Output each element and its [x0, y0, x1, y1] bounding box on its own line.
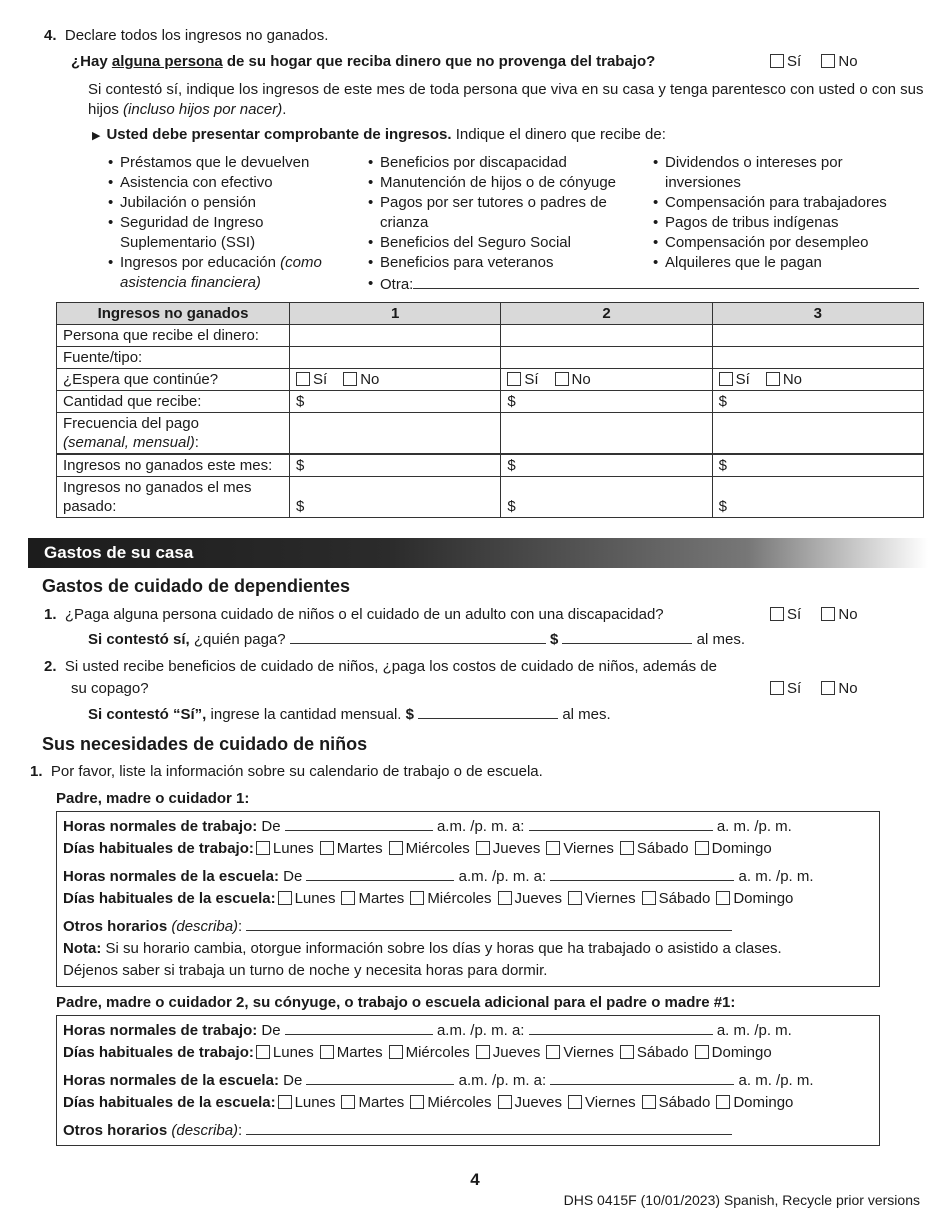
- parent1-school-hours: [63, 866, 873, 888]
- day-checkbox[interactable]: [389, 1045, 403, 1059]
- parent1-note: [63, 938, 873, 960]
- parent1-school-days: [63, 888, 873, 910]
- income-list-col3: [651, 153, 921, 273]
- caret-right-icon: ▶: [92, 130, 101, 142]
- dq1-yes-checkbox[interactable]: [770, 607, 784, 621]
- list-item: • Beneficios para veteranos: [366, 253, 646, 273]
- row-label-last-month: Ingresos no ganados el mes pasado:: [57, 477, 290, 518]
- day-label: Sábado: [658, 890, 711, 907]
- table-header: Ingresos no ganados: [57, 303, 290, 325]
- last-month-cell-2[interactable]: [501, 477, 712, 518]
- row-label-person: Persona que recibe el dinero:: [57, 325, 290, 347]
- other-input[interactable]: [413, 274, 919, 289]
- day-label: Jueves: [514, 890, 563, 907]
- q4-heading: [44, 26, 328, 46]
- continue-cell-1: [290, 369, 501, 391]
- school-days-label: Días habituales de la escuela:: [63, 890, 276, 907]
- other-label: Otra:: [380, 276, 414, 293]
- day-label: Martes: [336, 1044, 383, 1061]
- income-list-col2: [366, 153, 646, 273]
- day-label: Jueves: [492, 1044, 541, 1061]
- table-header: 3: [712, 303, 923, 325]
- frequency-cell-3[interactable]: [712, 413, 923, 455]
- day-label: Lunes: [272, 840, 314, 857]
- dq2-yes-no: [770, 679, 874, 699]
- day-checkbox[interactable]: [695, 841, 709, 855]
- list-item: [106, 253, 346, 293]
- work-start-input[interactable]: [285, 816, 433, 831]
- continue-no-checkbox[interactable]: [343, 372, 357, 386]
- day-label: Domingo: [733, 890, 794, 907]
- yes-label: Sí: [787, 680, 802, 697]
- who-pays-input[interactable]: [290, 629, 546, 644]
- day-checkbox[interactable]: [320, 1045, 334, 1059]
- list-item: • Compensación para trabajadores: [651, 193, 921, 213]
- currency-sign: $: [507, 498, 516, 515]
- other-hours-colon: :: [238, 918, 243, 935]
- list-item: • Alquileres que le pagan: [651, 253, 921, 273]
- day-checkbox[interactable]: [568, 891, 582, 905]
- day-label: Miércoles: [427, 1094, 492, 1111]
- dq1: [44, 605, 664, 625]
- note-line1: Si su horario cambia, otorgue información sobre los días y horas que ha trabajado o asistido a clases.: [101, 940, 782, 957]
- source-cell-3[interactable]: [712, 347, 923, 369]
- parent2-other: [63, 1120, 873, 1142]
- dq2-number: 2.: [44, 658, 57, 675]
- per-month-label: al mes.: [562, 706, 611, 723]
- dq2-no-checkbox[interactable]: [821, 681, 835, 695]
- table-row: [57, 369, 924, 391]
- this-month-cell-1[interactable]: $: [290, 454, 501, 477]
- cq1-number: 1.: [30, 763, 43, 780]
- section-banner-title: Gastos de su casa: [44, 543, 194, 562]
- freq-italic: (semanal, mensual): [63, 434, 195, 451]
- table-row: [57, 454, 924, 477]
- cq1: [30, 762, 543, 782]
- table-row: [57, 477, 924, 518]
- dq1-no-checkbox[interactable]: [821, 607, 835, 621]
- school-start-input[interactable]: [306, 1070, 454, 1085]
- parent2-work-hours: [63, 1020, 873, 1042]
- currency-sign: $: [549, 631, 559, 648]
- frequency-cell-1[interactable]: [290, 413, 501, 455]
- list-item: • Beneficios por discapacidad: [366, 153, 646, 173]
- work-days-label: Días habituales de trabajo:: [63, 840, 254, 857]
- day-checkbox[interactable]: [620, 1045, 634, 1059]
- q4-yes-checkbox[interactable]: [770, 54, 784, 68]
- school-start-input[interactable]: [306, 866, 454, 881]
- day-label: Domingo: [711, 1044, 772, 1061]
- list-item: • Manutención de hijos o de cónyuge: [366, 173, 646, 193]
- dq1-text: ¿Paga alguna persona cuidado de niños o el cuidado de un adulto con una discapacidad?: [64, 606, 664, 623]
- ampm-to-label: a.m. /p. m. a:: [458, 868, 547, 885]
- q4-number: 4.: [44, 27, 57, 44]
- q4-instruction: [88, 80, 938, 120]
- table-header: 1: [290, 303, 501, 325]
- day-label: Domingo: [711, 840, 772, 857]
- last-month-cell-3[interactable]: [712, 477, 923, 518]
- day-label: Viernes: [563, 840, 614, 857]
- day-checkbox[interactable]: [716, 1095, 730, 1109]
- frequency-cell-2[interactable]: [501, 413, 712, 455]
- day-checkbox[interactable]: [620, 841, 634, 855]
- q4-no-checkbox[interactable]: [821, 54, 835, 68]
- parent1-other: [63, 916, 873, 938]
- last-month-cell-1[interactable]: [290, 477, 501, 518]
- row-label-this-month: Ingresos no ganados este mes:: [57, 454, 290, 477]
- day-checkbox[interactable]: [642, 891, 656, 905]
- cq1-text: Por favor, liste la información sobre su calendario de trabajo o de escuela.: [50, 763, 543, 780]
- table-row: [57, 347, 924, 369]
- dq2-yes-checkbox[interactable]: [770, 681, 784, 695]
- dq1-yes-no: [770, 605, 874, 625]
- day-checkbox[interactable]: [716, 891, 730, 905]
- no-label: No: [782, 371, 803, 388]
- dq2-amount-input[interactable]: [418, 704, 558, 719]
- note-bold: Nota:: [63, 940, 102, 957]
- q4-question-pre: ¿Hay: [71, 53, 112, 70]
- ampm-to-label: a.m. /p. m. a:: [436, 818, 525, 835]
- day-label: Jueves: [514, 1094, 563, 1111]
- other-hours-italic: (describa): [171, 1122, 239, 1139]
- other-hours-input[interactable]: [246, 1120, 732, 1135]
- page-number: 4: [470, 1170, 480, 1189]
- work-hours-label: Horas normales de trabajo:: [63, 1022, 258, 1039]
- currency-sign: $: [405, 706, 414, 723]
- dq2: [44, 657, 717, 677]
- school-end-input[interactable]: [550, 1070, 734, 1085]
- day-checkbox[interactable]: [278, 1095, 292, 1109]
- other-hours-label: Otros horarios: [63, 1122, 168, 1139]
- dq1-amount-input[interactable]: [562, 629, 692, 644]
- section-banner: [28, 538, 928, 568]
- day-checkbox[interactable]: [256, 841, 270, 855]
- freq-main: Frecuencia del pago: [63, 415, 199, 432]
- day-label: Viernes: [585, 1094, 636, 1111]
- yes-label: Sí: [524, 371, 539, 388]
- table-row: [57, 413, 924, 455]
- ampm-to-label: a.m. /p. m. a:: [436, 1022, 525, 1039]
- dq2-text-line1: Si usted recibe beneficios de cuidado de niños, ¿paga los costos de cuidado de niños, además de: [64, 658, 717, 675]
- q4-proof-rest: Indique el dinero que recibe de:: [451, 126, 666, 143]
- q4-yes-no: [770, 52, 874, 72]
- list-item: • Compensación por desempleo: [651, 233, 921, 253]
- day-checkbox[interactable]: [410, 891, 424, 905]
- day-label: Martes: [358, 890, 405, 907]
- list-item: • Dividendos o intereses por inversiones: [651, 153, 885, 193]
- day-label: Sábado: [636, 1044, 689, 1061]
- list-item: • Asistencia con efectivo: [106, 173, 346, 193]
- day-checkbox[interactable]: [389, 841, 403, 855]
- table-row: [57, 391, 924, 413]
- person-cell-2[interactable]: [501, 325, 712, 347]
- q4-title: Declare todos los ingresos no ganados.: [64, 27, 329, 44]
- ampm-label: a. m. /p. m.: [716, 818, 792, 835]
- continue-yes-checkbox[interactable]: [719, 372, 733, 386]
- continue-cell-3: [712, 369, 923, 391]
- day-label: Domingo: [733, 1094, 794, 1111]
- list-item: • Seguridad de Ingreso Suplementario (SSI): [106, 213, 310, 253]
- day-checkbox[interactable]: [256, 1045, 270, 1059]
- other-hours-italic: (describa): [171, 918, 239, 935]
- day-checkbox[interactable]: [476, 841, 490, 855]
- person-cell-1[interactable]: [290, 325, 501, 347]
- yes-label: Sí: [313, 371, 328, 388]
- day-label: Miércoles: [427, 890, 492, 907]
- list-item-main: Ingresos por educación: [120, 254, 281, 271]
- day-label: Martes: [336, 840, 383, 857]
- work-hours-label: Horas normales de trabajo:: [63, 818, 258, 835]
- parent1-work-days: [63, 838, 873, 860]
- work-end-input[interactable]: [529, 1020, 713, 1035]
- dq1-followup: [88, 629, 745, 650]
- q4-yes-label: Sí: [787, 53, 802, 70]
- currency-sign: $: [718, 498, 727, 515]
- school-hours-label: Horas normales de la escuela:: [63, 868, 279, 885]
- day-label: Sábado: [658, 1094, 711, 1111]
- unearned-income-table: [56, 302, 924, 518]
- source-cell-2[interactable]: [501, 347, 712, 369]
- from-label: De: [261, 1022, 281, 1039]
- yes-label: Sí: [735, 371, 750, 388]
- day-label: Viernes: [585, 890, 636, 907]
- school-days-label: Días habituales de la escuela:: [63, 1094, 276, 1111]
- dq2-followup: [88, 704, 611, 725]
- day-label: Martes: [358, 1094, 405, 1111]
- parent2-title: Padre, madre o cuidador 2, su cónyuge, o trabajo o escuela adicional para el padre o madre #1:: [56, 994, 736, 1011]
- day-checkbox[interactable]: [498, 891, 512, 905]
- parent2-school-days: [63, 1092, 873, 1114]
- parent1-work-hours: [63, 816, 873, 838]
- person-cell-3[interactable]: [712, 325, 923, 347]
- list-item: • Jubilación o pensión: [106, 193, 346, 213]
- day-label: Sábado: [636, 840, 689, 857]
- freq-colon: :: [194, 434, 199, 451]
- other-hours-label: Otros horarios: [63, 918, 168, 935]
- no-label: No: [360, 371, 380, 388]
- ampm-label: a. m. /p. m.: [738, 868, 814, 885]
- source-cell-1[interactable]: [290, 347, 501, 369]
- ampm-label: a. m. /p. m.: [716, 1022, 792, 1039]
- day-label: Lunes: [294, 890, 336, 907]
- list-item: • Préstamos que le devuelven: [106, 153, 346, 173]
- work-end-input[interactable]: [529, 816, 713, 831]
- parent1-title: Padre, madre o cuidador 1:: [56, 790, 250, 807]
- continue-no-checkbox[interactable]: [766, 372, 780, 386]
- dq1-followup-rest: ¿quién paga?: [189, 631, 286, 648]
- continue-yes-checkbox[interactable]: [507, 372, 521, 386]
- dq2-followup-rest: ingrese la cantidad mensual.: [206, 706, 402, 723]
- childcare-title: Sus necesidades de cuidado de niños: [42, 734, 368, 754]
- from-label: De: [283, 868, 303, 885]
- this-month-cell-2[interactable]: $: [501, 454, 712, 477]
- form-id: DHS 0415F (10/01/2023) Spanish, Recycle prior versions: [563, 1192, 920, 1208]
- q4-question-underlined: alguna persona: [111, 53, 223, 70]
- income-other: [366, 274, 919, 295]
- q4-question: [71, 52, 655, 72]
- day-checkbox[interactable]: [695, 1045, 709, 1059]
- q4-instruction-end: .: [282, 101, 287, 118]
- day-label: Jueves: [492, 840, 541, 857]
- yes-label: Sí: [787, 606, 802, 623]
- q4-no-label: No: [838, 53, 858, 70]
- day-label: Miércoles: [405, 840, 470, 857]
- no-label: No: [571, 371, 591, 388]
- dq1-followup-bold: Si contestó sí,: [88, 631, 190, 648]
- day-checkbox[interactable]: [410, 1095, 424, 1109]
- day-checkbox[interactable]: [278, 891, 292, 905]
- day-checkbox[interactable]: [320, 841, 334, 855]
- parent1-note-line2: Déjenos saber si trabaja un turno de noche y necesita horas para dormir.: [63, 962, 548, 979]
- q4-instruction-italic: (incluso hijos por nacer): [123, 101, 283, 118]
- q4-instruction-main: Si contestó sí, indique los ingresos de este mes de toda persona que viva en su casa y tenga parentesco con usted o con sus hijos: [88, 81, 924, 118]
- this-month-cell-3[interactable]: $: [712, 454, 923, 477]
- amount-cell-1[interactable]: $: [290, 391, 501, 413]
- day-label: Lunes: [272, 1044, 314, 1061]
- from-label: De: [261, 818, 281, 835]
- parent2-work-days: [63, 1042, 873, 1064]
- continue-yes-checkbox[interactable]: [296, 372, 310, 386]
- list-item: • Pagos por ser tutores o padres de crianza: [366, 193, 640, 233]
- income-list-col1: [106, 153, 346, 293]
- work-days-label: Días habituales de trabajo:: [63, 1044, 254, 1061]
- work-start-input[interactable]: [285, 1020, 433, 1035]
- continue-no-checkbox[interactable]: [555, 372, 569, 386]
- dq2-followup-bold: Si contestó “Sí”,: [88, 706, 207, 723]
- continue-cell-2: [501, 369, 712, 391]
- day-checkbox[interactable]: [546, 841, 560, 855]
- day-checkbox[interactable]: [476, 1045, 490, 1059]
- school-end-input[interactable]: [550, 866, 734, 881]
- day-checkbox[interactable]: [642, 1095, 656, 1109]
- row-label-frequency: [57, 413, 290, 455]
- currency-sign: $: [296, 498, 305, 515]
- day-label: Miércoles: [405, 1044, 470, 1061]
- other-hours-colon: :: [238, 1122, 243, 1139]
- parent2-school-hours: [63, 1070, 873, 1092]
- dq1-number: 1.: [44, 606, 57, 623]
- dq2-line2: su copago?: [71, 680, 149, 697]
- row-label-amount: Cantidad que recibe:: [57, 391, 290, 413]
- list-item-italic: (como asistencia financiera): [120, 254, 322, 291]
- per-month-label: al mes.: [696, 631, 746, 648]
- q4-question-post: de su hogar que reciba dinero que no provenga del trabajo?: [222, 53, 656, 70]
- amount-cell-3[interactable]: $: [712, 391, 923, 413]
- other-hours-input[interactable]: [246, 916, 732, 931]
- dependent-care-title: Gastos de cuidado de dependientes: [42, 576, 351, 596]
- day-label: Lunes: [294, 1094, 336, 1111]
- q4-proof-bold: Usted debe presentar comprobante de ingresos.: [106, 126, 452, 143]
- table-header: 2: [501, 303, 712, 325]
- day-checkbox[interactable]: [341, 1095, 355, 1109]
- day-checkbox[interactable]: [498, 1095, 512, 1109]
- day-checkbox[interactable]: [546, 1045, 560, 1059]
- amount-cell-2[interactable]: $: [501, 391, 712, 413]
- day-label: Viernes: [563, 1044, 614, 1061]
- table-row: [57, 325, 924, 347]
- list-item: [366, 274, 919, 295]
- no-label: No: [838, 680, 858, 697]
- row-label-source: Fuente/tipo:: [57, 347, 290, 369]
- ampm-label: a. m. /p. m.: [738, 1072, 814, 1089]
- school-hours-label: Horas normales de la escuela:: [63, 1072, 279, 1089]
- list-item: • Beneficios del Seguro Social: [366, 233, 646, 253]
- parent1-box: [56, 811, 880, 987]
- list-item: • Pagos de tribus indígenas: [651, 213, 921, 233]
- no-label: No: [838, 606, 858, 623]
- q4-proof: [92, 125, 666, 146]
- row-label-continue: ¿Espera que continúe?: [57, 369, 290, 391]
- parent2-box: [56, 1015, 880, 1146]
- ampm-to-label: a.m. /p. m. a:: [458, 1072, 547, 1089]
- from-label: De: [283, 1072, 303, 1089]
- day-checkbox[interactable]: [341, 891, 355, 905]
- day-checkbox[interactable]: [568, 1095, 582, 1109]
